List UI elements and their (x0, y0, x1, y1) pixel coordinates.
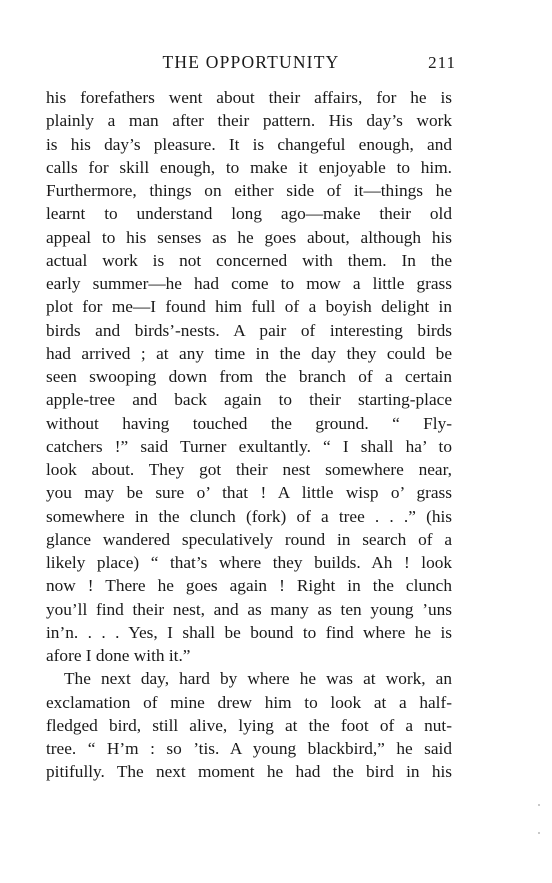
text-line: his forefathers went about their affairs, for he is (46, 88, 452, 107)
paragraph-last-line: afore I done with it.” (46, 646, 191, 665)
text-line: early summer—he had come to mow a little grass (46, 274, 452, 293)
text-line: plainly a man after their pattern. His day’s work (46, 111, 452, 131)
text-line: likely place) “ that’s where they builds. Ah ! look (46, 553, 452, 572)
text-line: catchers !” said Turner exultantly. “ I shall ha’ to (46, 436, 452, 456)
text-line: exclamation of mine drew him to look at a half- (46, 692, 452, 712)
page-number: 211 (428, 53, 456, 72)
paragraph-first-line: The next day, hard by where he was at work, an (64, 669, 452, 689)
text-line: Furthermore, things on either side of it—things he (46, 181, 452, 200)
text-line: you may be sure o’ that ! A little wisp o’ grass (46, 483, 452, 503)
text-line: birds and birds’-nests. A pair of interesting birds (46, 320, 452, 340)
chapter-title: THE OPPORTUNITY (162, 52, 340, 72)
scan-speck (538, 832, 540, 834)
text-line: tree. “ H’m : so ’tis. A young blackbird,” he said (46, 739, 452, 758)
text-line: plot for me—I found him full of a boyish delight in (46, 297, 452, 317)
text-line: calls for skill enough, to make it enjoyable to him. (46, 157, 452, 177)
text-line: apple-tree and back again to their starting-place (46, 390, 452, 410)
text-line: somewhere in the clunch (fork) of a tree . . .” (his (46, 506, 452, 526)
body-text (46, 86, 452, 784)
text-line: appeal to his senses as he goes about, although his (46, 227, 452, 247)
scan-speck (538, 804, 540, 806)
running-head (46, 52, 456, 76)
text-line: pitifully. The next moment he had the bird in his (46, 762, 452, 782)
text-line: in’n. . . . Yes, I shall be bound to find where he is (46, 622, 452, 642)
text-line: learnt to understand long ago—make their old (46, 204, 452, 224)
text-line: look about. They got their nest somewhere near, (46, 460, 452, 479)
text-line: is his day’s pleasure. It is changeful enough, and (46, 134, 452, 154)
text-line: fledged bird, still alive, lying at the foot of a nut- (46, 715, 452, 735)
text-line: now ! There he goes again ! Right in the clunch (46, 576, 452, 596)
text-line: glance wandered speculatively round in search of a (46, 529, 452, 549)
text-line: had arrived ; at any time in the day they could be (46, 343, 452, 363)
text-line: without having touched the ground. “ Fly- (46, 413, 452, 433)
text-line: seen swooping down from the branch of a certain (46, 367, 452, 386)
text-line: actual work is not concerned with them. In the (46, 250, 452, 270)
text-line: you’ll find their nest, and as many as ten young ’uns (46, 599, 452, 619)
